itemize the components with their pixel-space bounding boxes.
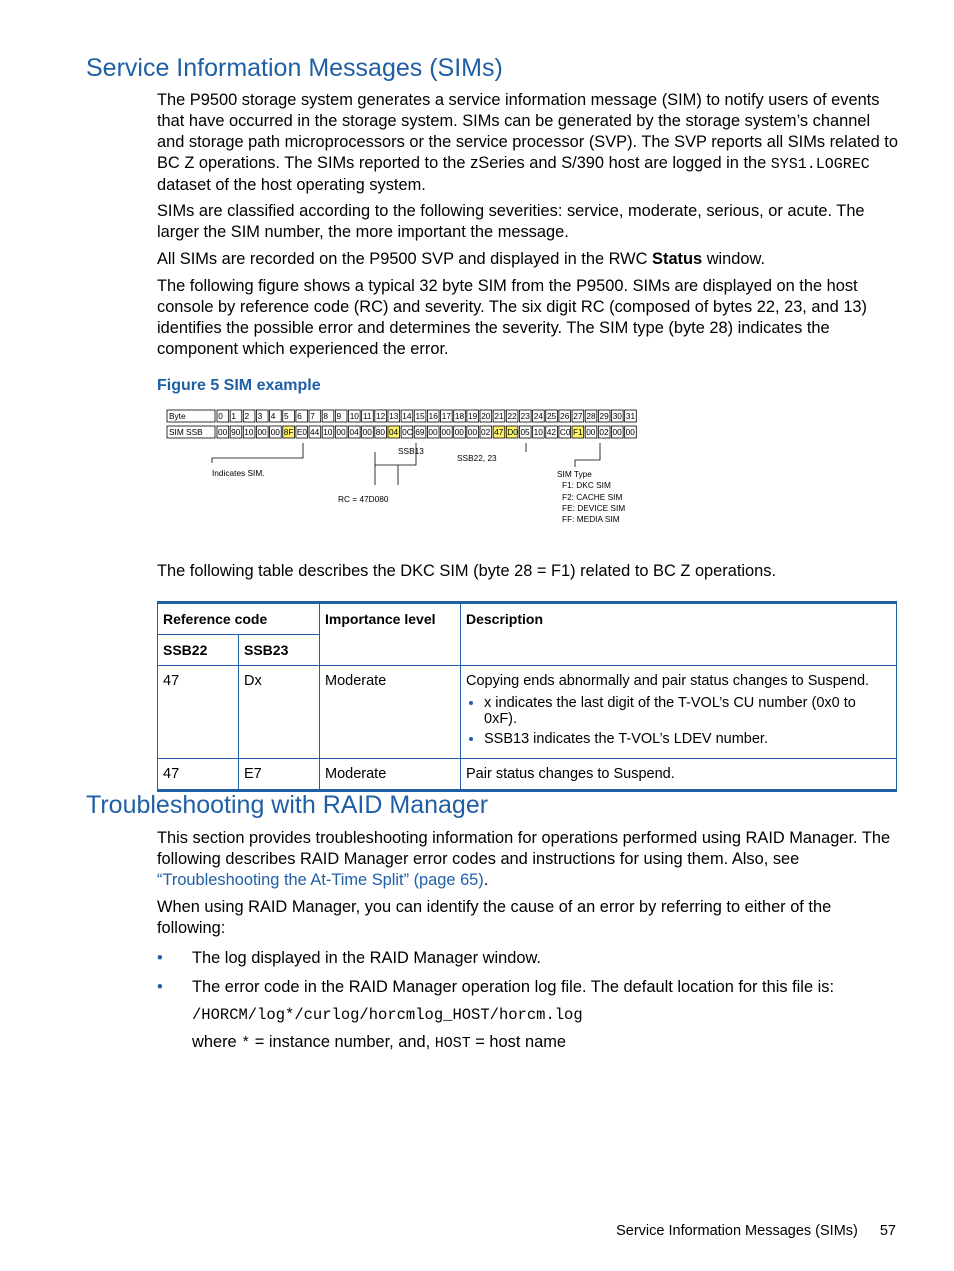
byte-index: 2 <box>244 411 250 421</box>
byte-index: 30 <box>612 411 622 421</box>
byte-index: 17 <box>441 411 451 421</box>
byte-value: 00 <box>586 427 596 437</box>
byte-value: C0 <box>559 427 571 437</box>
byte-index: 24 <box>533 411 544 421</box>
list-item-text: The log displayed in the RAID Manager window. <box>192 949 541 967</box>
paragraph-text: This section provides troubleshooting information for operations performed using RAID Manager. The following describes RAID Manager error codes and instructions for using them. Also, see <box>157 829 891 868</box>
byte-value: 02 <box>599 427 609 437</box>
byte-index: 8 <box>323 411 329 421</box>
section-title-sims: Service Information Messages (SIMs) <box>86 54 503 82</box>
footer-section-name: Service Information Messages (SIMs) <box>616 1223 858 1239</box>
sim-type-fe: FE: DEVICE SIM <box>562 503 626 513</box>
byte-value: 00 <box>454 427 464 437</box>
where-explanation <box>192 1032 899 1054</box>
byte-value: 0C <box>402 427 413 437</box>
raid-bullet-list <box>157 948 899 1062</box>
byte-index: 18 <box>454 411 465 421</box>
byte-index: 31 <box>625 411 636 421</box>
cell-importance: Moderate <box>320 759 461 791</box>
byte-value: F1 <box>573 427 583 437</box>
label-sim-type: SIM Type <box>557 469 592 479</box>
byte-index: 13 <box>389 411 399 421</box>
byte-value: 00 <box>270 427 280 437</box>
description-bullet: • SSB13 indicates the T-VOL’s LDEV number. <box>484 731 892 747</box>
bullet-icon: • <box>157 978 163 996</box>
cell-description <box>461 666 897 759</box>
header-ssb22: SSB22 <box>158 635 239 666</box>
code-host: HOST <box>434 1035 471 1052</box>
paragraph-svp-recording <box>157 249 899 270</box>
paragraph-table-intro: The following table describes the DKC SIM (byte 28 = F1) related to BC Z operations. <box>157 562 777 580</box>
byte-index: 26 <box>560 411 570 421</box>
byte-index: 15 <box>415 411 425 421</box>
table-row <box>158 666 897 759</box>
byte-index: 14 <box>402 411 412 421</box>
byte-index: 28 <box>586 411 596 421</box>
description-text: Copying ends abnormally and pair status changes to Suspend. <box>466 673 870 689</box>
byte-index: 3 <box>257 411 263 421</box>
byte-index: 12 <box>376 411 386 421</box>
byte-index: 20 <box>481 411 491 421</box>
sim-type-f1: F1: DKC SIM <box>562 480 611 490</box>
where-text: where <box>192 1033 242 1051</box>
list-item <box>157 977 899 1054</box>
byte-value: 00 <box>362 427 372 437</box>
figure-caption: Figure 5 SIM example <box>157 377 321 394</box>
byte-value: 04 <box>349 427 359 437</box>
header-ssb23: SSB23 <box>239 635 320 666</box>
byte-value: 80 <box>375 427 386 437</box>
byte-index: 0 <box>218 411 223 421</box>
byte-value: 00 <box>467 427 478 437</box>
paragraph-sim-intro <box>157 90 899 196</box>
byte-value: 00 <box>428 427 438 437</box>
byte-value: D0 <box>507 427 518 437</box>
byte-value: 8F <box>283 427 294 437</box>
paragraph-raid-intro <box>157 828 899 891</box>
paragraph-figure-intro: The following figure shows a typical 32 byte SIM from the P9500. SIMs are displayed on the host console by reference code (RC) and severity. The six digit RC (composed of bytes 22, 23, and 13) identifies the possible error and determines the severity. The SIM type (byte 28) indicates the component which experienced the error. <box>157 277 868 358</box>
description-bullet: • x indicates the last digit of the T-VOL’s CU number (0x0 to 0xF). <box>484 695 892 727</box>
byte-value: 47 <box>494 427 504 437</box>
sim-type-ff: FF: MEDIA SIM <box>562 514 620 524</box>
byte-index: 4 <box>270 411 276 421</box>
paragraph-raid-cause: When using RAID Manager, you can identify the cause of an error by referring to either of the following: <box>157 898 832 937</box>
byte-value: E0 <box>296 427 308 437</box>
cell-importance: Moderate <box>320 666 461 759</box>
label-ssb13: SSB13 <box>398 446 424 456</box>
paragraph-text: All SIMs are recorded on the P9500 SVP and displayed in the RWC <box>157 250 653 268</box>
page-footer <box>616 1223 896 1239</box>
byte-index: 9 <box>336 411 342 421</box>
connector-sim-type <box>575 443 600 467</box>
table-row <box>158 759 897 791</box>
paragraph-text: dataset of the host operating system. <box>157 176 426 194</box>
cell-ssb23: Dx <box>239 666 320 759</box>
link-troubleshooting-at-time-split[interactable]: “Troubleshooting the At-Time Split” (page 65) <box>157 871 484 889</box>
byte-index: 10 <box>349 411 359 421</box>
connector-indicates-sim <box>212 443 303 463</box>
byte-index: 1 <box>231 411 236 421</box>
byte-value: 00 <box>625 427 635 437</box>
label-indicates-sim: Indicates SIM. <box>212 468 265 478</box>
byte-index: 29 <box>599 411 609 421</box>
byte-index: 5 <box>283 411 289 421</box>
byte-value: 00 <box>612 427 622 437</box>
byte-value: 10 <box>323 427 333 437</box>
section-title-raid-manager: Troubleshooting with RAID Manager <box>86 791 489 819</box>
description-bullets <box>466 695 892 747</box>
byte-index: 25 <box>546 411 557 421</box>
cell-ssb23: E7 <box>239 759 320 791</box>
byte-index: 21 <box>494 411 504 421</box>
paragraph-text: . <box>483 871 489 889</box>
byte-index: 27 <box>573 411 583 421</box>
sim-example-figure <box>160 405 660 530</box>
byte-value: 00 <box>336 427 346 437</box>
byte-value: 10 <box>533 427 543 437</box>
byte-index: 6 <box>297 411 302 421</box>
page-number: 57 <box>879 1223 896 1239</box>
paragraph-severities: SIMs are classified according to the following severities: service, moderate, serious, or acute. The larger the SIM number, the more important the message. <box>157 202 865 241</box>
byte-value: 05 <box>520 427 530 437</box>
where-text: = host name <box>470 1033 566 1051</box>
label-ssb22-23: SSB22, 23 <box>457 453 497 463</box>
byte-value: 00 <box>218 427 228 437</box>
bullet-icon: • <box>157 949 163 967</box>
status-window-name: Status <box>652 250 703 268</box>
cell-ssb22: 47 <box>158 666 239 759</box>
byte-index: 16 <box>428 411 438 421</box>
paragraph-text: The P9500 storage system generates a service information message (SIM) to notify users of events that have occurred in the storage system. SIMs can be generated by the storage system’s channel and storage path microprocessors or the service processor (SVP). The SVP reports all SIMs related to BC Z operations. The SIMs reported to the zSeries and S/390 host are logged in the <box>157 91 898 172</box>
byte-value: 04 <box>388 427 399 437</box>
code-star: * <box>241 1035 251 1052</box>
byte-value: 44 <box>310 427 320 437</box>
byte-value: 42 <box>546 427 556 437</box>
sim-type-f2: F2: CACHE SIM <box>562 492 623 502</box>
dkc-sim-table <box>157 601 897 792</box>
byte-value: 90 <box>231 427 241 437</box>
byte-index: 23 <box>520 411 530 421</box>
byte-index: 19 <box>468 411 478 421</box>
header-description: Description <box>461 603 897 666</box>
paragraph-text: window. <box>702 250 766 268</box>
byte-value: 10 <box>244 427 254 437</box>
label-rc: RC = 47D080 <box>338 494 389 504</box>
list-item-text: The error code in the RAID Manager operation log file. The default location for this file is: <box>192 978 835 996</box>
log-file-path: /HORCM/log*/curlog/horcmlog_HOST/horcm.log <box>192 1006 583 1024</box>
row-label-byte: Byte <box>169 411 186 421</box>
where-text: = instance number, and, <box>250 1033 435 1051</box>
row-label-sim-ssb: SIM SSB <box>169 427 203 437</box>
header-importance-level: Importance level <box>320 603 461 666</box>
byte-value: 00 <box>257 427 267 437</box>
byte-index: 11 <box>362 411 372 421</box>
byte-value: 69 <box>415 427 425 437</box>
header-reference-code: Reference code <box>158 603 320 635</box>
code-sys1-logrec: SYS1.LOGREC <box>770 156 870 173</box>
byte-index: 7 <box>310 411 315 421</box>
table-header-row <box>158 603 897 635</box>
byte-index: 22 <box>507 411 517 421</box>
list-item <box>157 948 899 969</box>
byte-value: 00 <box>441 427 451 437</box>
byte-value: 02 <box>481 427 491 437</box>
cell-description: Pair status changes to Suspend. <box>461 759 897 791</box>
cell-ssb22: 47 <box>158 759 239 791</box>
